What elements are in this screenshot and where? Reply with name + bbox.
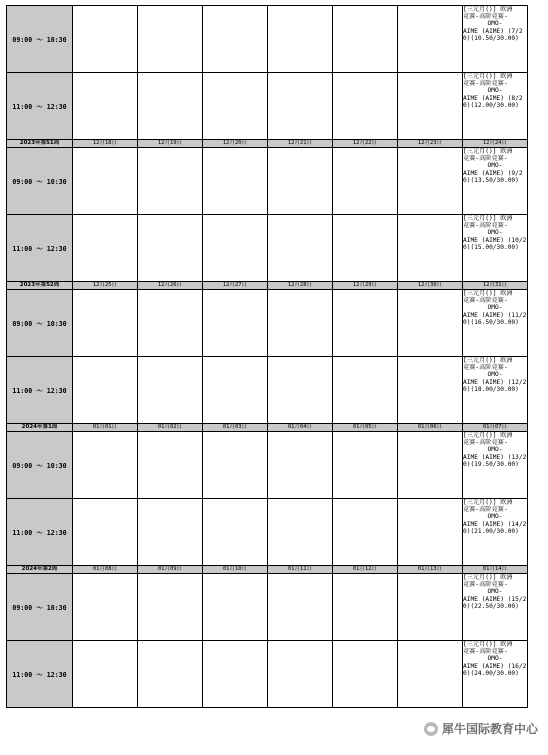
event-text-line: OMO- (487, 446, 503, 454)
week-label: 2024年第2周 (7, 566, 73, 574)
time-slot-row (7, 499, 528, 566)
time-range-label: 09:00 ～ 10:30 (7, 148, 73, 215)
empty-slot-cell (268, 73, 333, 140)
empty-slot-cell (398, 215, 463, 282)
event-text-line: AIME (AIME) (8/20)(12.00/30.00) (463, 94, 523, 109)
week-header-row (7, 566, 528, 574)
empty-slot-cell (203, 6, 268, 73)
empty-slot-cell (73, 499, 138, 566)
event-text-line: AIME (AIME) (7/20)(10.50/30.00) (463, 27, 523, 42)
day-date-label: 12月22日 (333, 140, 398, 148)
empty-slot-cell (333, 215, 398, 282)
event-text-line: AIME (AIME) (10/20)(15.00/30.00) (463, 236, 527, 251)
empty-slot-cell (268, 290, 333, 357)
empty-slot-cell (268, 6, 333, 73)
empty-slot-cell (333, 6, 398, 73)
event-text-line: [三元月()] 欧洲 (463, 6, 513, 13)
day-date-label: 01月03日 (203, 424, 268, 432)
event-text-line: OMO- (487, 87, 503, 95)
empty-slot-cell (333, 432, 398, 499)
empty-slot-cell (333, 574, 398, 641)
class-event-cell (463, 574, 528, 641)
week-label: 2024年第1周 (7, 424, 73, 432)
week-label: 2023年第52周 (7, 282, 73, 290)
event-text-line: OMO- (487, 304, 503, 312)
day-date-label: 01月11日 (268, 566, 333, 574)
empty-slot-cell (138, 290, 203, 357)
event-text-line: AIME (AIME) (11/20)(16.50/30.00) (463, 311, 527, 326)
time-range-label: 11:00 ～ 12:30 (7, 641, 73, 708)
empty-slot-cell (73, 6, 138, 73)
event-text-line: AIME (AIME) (15/20)(22.50/30.00) (463, 595, 527, 610)
event-text-line: OMO- (487, 162, 503, 170)
empty-slot-cell (138, 574, 203, 641)
empty-slot-cell (138, 215, 203, 282)
event-text-line: 竞赛-高阶竞赛- (463, 80, 508, 88)
empty-slot-cell (398, 290, 463, 357)
time-slot-row (7, 357, 528, 424)
empty-slot-cell (268, 357, 333, 424)
day-date-label: 12月21日 (268, 140, 333, 148)
event-text-line: OMO- (487, 588, 503, 596)
time-range-label: 11:00 ～ 12:30 (7, 357, 73, 424)
day-date-label: 12月30日 (398, 282, 463, 290)
class-event-cell (463, 215, 528, 282)
day-date-label: 01月09日 (138, 566, 203, 574)
empty-slot-cell (398, 641, 463, 708)
empty-slot-cell (138, 432, 203, 499)
empty-slot-cell (203, 290, 268, 357)
empty-slot-cell (268, 432, 333, 499)
event-text-line: 竞赛-高阶竞赛- (463, 364, 508, 372)
empty-slot-cell (73, 357, 138, 424)
day-date-label: 12月27日 (203, 282, 268, 290)
time-range-label: 09:00 ～ 10:30 (7, 290, 73, 357)
class-event-cell (463, 641, 528, 708)
day-date-label: 12月31日 (463, 282, 528, 290)
empty-slot-cell (398, 148, 463, 215)
schedule-table (6, 5, 528, 708)
event-text-line: OMO- (487, 371, 503, 379)
event-text-line: 竞赛-高阶竞赛- (463, 297, 508, 305)
day-date-label: 01月10日 (203, 566, 268, 574)
event-text-line: AIME (AIME) (13/20)(19.50/30.00) (463, 453, 527, 468)
empty-slot-cell (268, 499, 333, 566)
watermark-text: 犀牛国际教育中心 (441, 722, 538, 736)
empty-slot-cell (203, 357, 268, 424)
time-range-label: 09:00 ～ 10:30 (7, 6, 73, 73)
event-text-line: [三元月()] 欧洲 (463, 73, 513, 80)
empty-slot-cell (268, 215, 333, 282)
empty-slot-cell (398, 574, 463, 641)
empty-slot-cell (73, 148, 138, 215)
day-date-label: 01月06日 (398, 424, 463, 432)
day-date-label: 01月13日 (398, 566, 463, 574)
day-date-label: 12月29日 (333, 282, 398, 290)
event-text-line: OMO- (487, 229, 503, 237)
class-event-cell (463, 357, 528, 424)
day-date-label: 12月18日 (73, 140, 138, 148)
empty-slot-cell (333, 73, 398, 140)
watermark (424, 720, 538, 737)
day-date-label: 01月08日 (73, 566, 138, 574)
week-header-row (7, 282, 528, 290)
empty-slot-cell (203, 215, 268, 282)
day-date-label: 01月07日 (463, 424, 528, 432)
empty-slot-cell (333, 290, 398, 357)
day-date-label: 12月25日 (73, 282, 138, 290)
empty-slot-cell (333, 499, 398, 566)
day-date-label: 01月04日 (268, 424, 333, 432)
event-text-line: 竞赛-高阶竞赛- (463, 222, 508, 230)
empty-slot-cell (268, 148, 333, 215)
empty-slot-cell (398, 6, 463, 73)
event-text-line: AIME (AIME) (16/20)(24.00/30.00) (463, 662, 527, 677)
event-text-line: [三元月()] 欧洲 (463, 357, 513, 364)
time-range-label: 09:00 ～ 10:30 (7, 432, 73, 499)
empty-slot-cell (333, 148, 398, 215)
time-range-label: 09:00 ～ 10:30 (7, 574, 73, 641)
empty-slot-cell (398, 73, 463, 140)
event-text-line: 竞赛-高阶竞赛- (463, 506, 508, 514)
week-label: 2023年第51周 (7, 140, 73, 148)
event-text-line: [三元月()] 欧洲 (463, 574, 513, 581)
empty-slot-cell (138, 357, 203, 424)
class-event-cell (463, 432, 528, 499)
time-slot-row (7, 290, 528, 357)
empty-slot-cell (73, 641, 138, 708)
event-text-line: 竞赛-高阶竞赛- (463, 155, 508, 163)
empty-slot-cell (138, 499, 203, 566)
day-date-label: 01月02日 (138, 424, 203, 432)
time-slot-row (7, 641, 528, 708)
day-date-label: 12月24日 (463, 140, 528, 148)
empty-slot-cell (203, 148, 268, 215)
week-header-row (7, 424, 528, 432)
day-date-label: 12月23日 (398, 140, 463, 148)
class-event-cell (463, 73, 528, 140)
empty-slot-cell (138, 6, 203, 73)
empty-slot-cell (73, 574, 138, 641)
empty-slot-cell (203, 432, 268, 499)
event-text-line: 竞赛-高阶竞赛- (463, 581, 508, 589)
event-text-line: OMO- (487, 655, 503, 663)
day-date-label: 12月26日 (138, 282, 203, 290)
event-text-line: AIME (AIME) (9/20)(13.50/30.00) (463, 169, 523, 184)
event-text-line: 竞赛-高阶竞赛- (463, 13, 508, 21)
day-date-label: 01月05日 (333, 424, 398, 432)
day-date-label: 12月20日 (203, 140, 268, 148)
empty-slot-cell (203, 641, 268, 708)
empty-slot-cell (203, 574, 268, 641)
event-text-line: [三元月()] 欧洲 (463, 215, 513, 222)
empty-slot-cell (398, 432, 463, 499)
empty-slot-cell (268, 641, 333, 708)
day-date-label: 01月12日 (333, 566, 398, 574)
empty-slot-cell (73, 432, 138, 499)
event-text-line: AIME (AIME) (12/20)(18.00/30.00) (463, 378, 527, 393)
empty-slot-cell (333, 641, 398, 708)
time-slot-row (7, 148, 528, 215)
time-slot-row (7, 73, 528, 140)
empty-slot-cell (398, 357, 463, 424)
class-event-cell (463, 6, 528, 73)
class-event-cell (463, 499, 528, 566)
time-slot-row (7, 574, 528, 641)
week-header-row (7, 140, 528, 148)
wechat-logo-icon (424, 722, 438, 736)
time-range-label: 11:00 ～ 12:30 (7, 73, 73, 140)
time-slot-row (7, 6, 528, 73)
empty-slot-cell (138, 641, 203, 708)
empty-slot-cell (138, 148, 203, 215)
event-text-line: 竞赛-高阶竞赛- (463, 439, 508, 447)
day-date-label: 12月28日 (268, 282, 333, 290)
time-slot-row (7, 215, 528, 282)
event-text-line: AIME (AIME) (14/20)(21.00/30.00) (463, 520, 527, 535)
day-date-label: 01月14日 (463, 566, 528, 574)
class-event-cell (463, 148, 528, 215)
day-date-label: 12月19日 (138, 140, 203, 148)
empty-slot-cell (203, 499, 268, 566)
empty-slot-cell (203, 73, 268, 140)
event-text-line: [三元月()] 欧洲 (463, 432, 513, 439)
event-text-line: OMO- (487, 513, 503, 521)
event-text-line: OMO- (487, 20, 503, 28)
day-date-label: 01月01日 (73, 424, 138, 432)
empty-slot-cell (398, 499, 463, 566)
empty-slot-cell (73, 290, 138, 357)
class-event-cell (463, 290, 528, 357)
empty-slot-cell (73, 215, 138, 282)
time-slot-row (7, 432, 528, 499)
event-text-line: [三元月()] 欧洲 (463, 641, 513, 648)
event-text-line: [三元月()] 欧洲 (463, 290, 513, 297)
empty-slot-cell (138, 73, 203, 140)
event-text-line: 竞赛-高阶竞赛- (463, 648, 508, 656)
event-text-line: [三元月()] 欧洲 (463, 499, 513, 506)
time-range-label: 11:00 ～ 12:30 (7, 215, 73, 282)
empty-slot-cell (333, 357, 398, 424)
event-text-line: [三元月()] 欧洲 (463, 148, 513, 155)
empty-slot-cell (73, 73, 138, 140)
empty-slot-cell (268, 574, 333, 641)
time-range-label: 11:00 ～ 12:30 (7, 499, 73, 566)
